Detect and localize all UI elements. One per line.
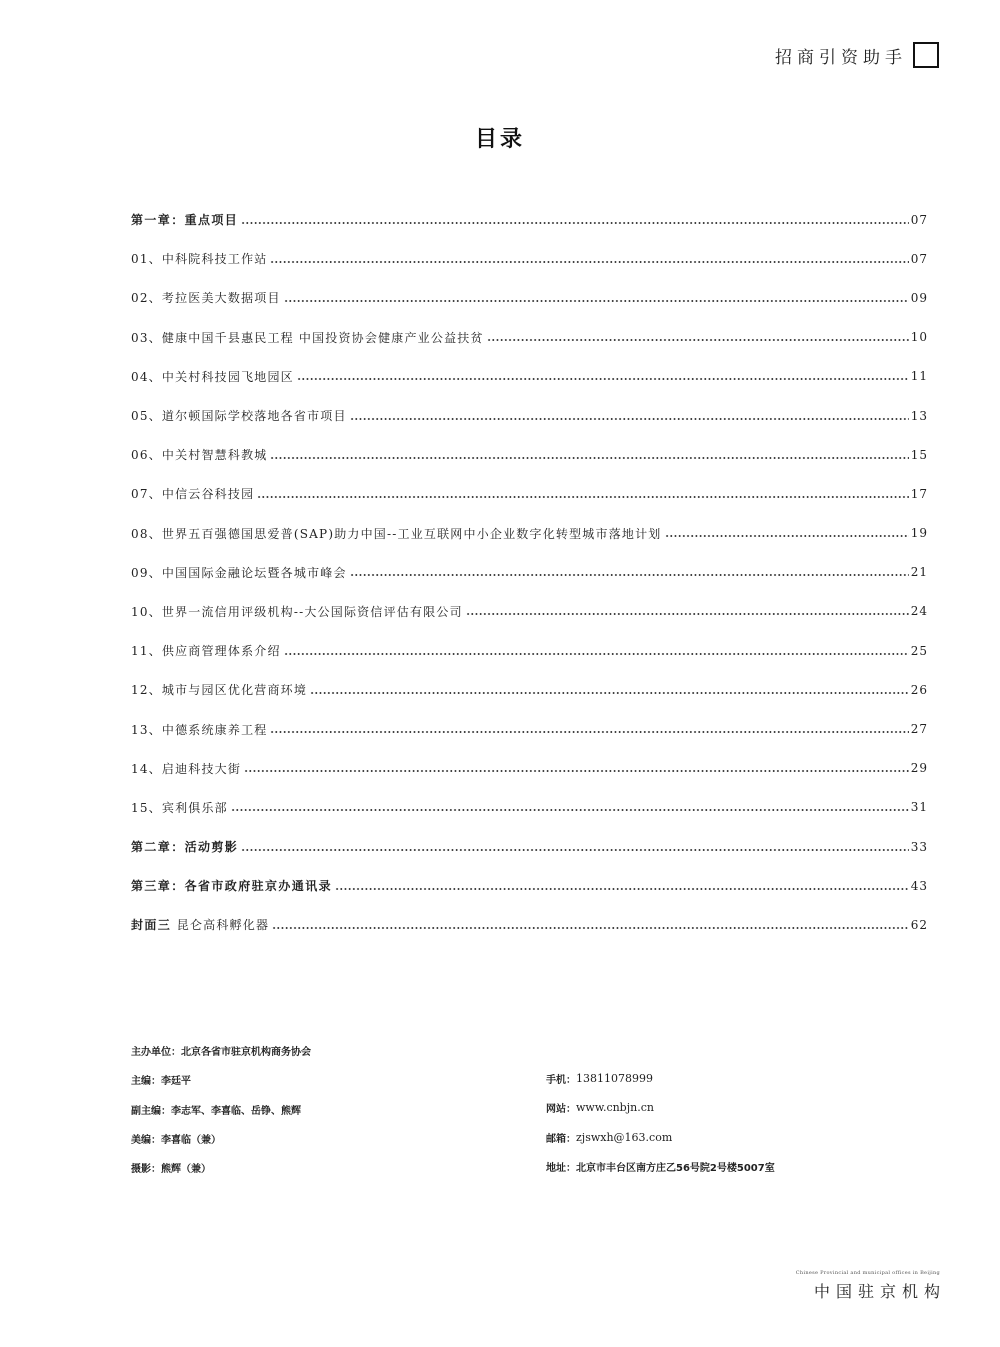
toc-item-label: 05、道尔顿国际学校落地各省市项目 (131, 409, 347, 424)
toc-item-page: 43 (910, 878, 928, 893)
toc-item[interactable] (131, 278, 928, 317)
toc-item-page: 24 (910, 604, 928, 619)
toc-item-page: 09 (910, 290, 928, 305)
credit-line (546, 1093, 775, 1122)
toc-dot-leader (297, 378, 909, 380)
credits-left (131, 1036, 311, 1182)
toc-item[interactable] (131, 827, 928, 866)
toc-item[interactable] (131, 474, 928, 513)
credit-label: 网站： (546, 1104, 576, 1116)
header-title: 招商引资助手 (775, 47, 907, 68)
credit-label: 美编： (131, 1135, 161, 1147)
credit-label: 邮箱： (546, 1133, 576, 1145)
toc-item[interactable] (131, 866, 928, 905)
footer-chinese-name: 中国驻京机构 (813, 1282, 946, 1301)
toc-item-label: 活动剪影 (184, 840, 239, 855)
page-title: 目录 (474, 127, 525, 152)
toc-item-label: 08、世界五百强德国思爱普(SAP)助力中国--工业互联网中小企业数字化转型城市落地计划 (131, 526, 662, 541)
credit-line (546, 1152, 775, 1181)
toc-dot-leader (487, 339, 909, 341)
toc-item-title (131, 877, 332, 894)
toc-item-page: 17 (910, 486, 928, 501)
toc-item-title (131, 485, 254, 502)
toc-item-title (131, 564, 347, 581)
toc-item-page: 27 (910, 722, 928, 737)
toc-item-title (131, 329, 484, 346)
toc-item-title (131, 799, 228, 816)
toc-item-title (131, 603, 463, 620)
toc-item-title (131, 760, 241, 777)
toc-item-page: 26 (910, 682, 928, 697)
toc-item-label: 11、供应商管理体系介绍 (131, 644, 281, 659)
toc-dot-leader (272, 927, 909, 929)
toc-dot-leader (244, 770, 909, 772)
toc-item-title (131, 681, 307, 698)
credit-label: 摄影： (131, 1164, 161, 1176)
toc-item-label: 各省市政府驻京办通讯录 (184, 879, 333, 894)
toc-item-title (131, 642, 281, 659)
footer (795, 1270, 946, 1302)
credit-label: 地址： (546, 1163, 576, 1175)
toc-dot-leader (466, 613, 909, 615)
toc-item-prefix: 第二章： (131, 840, 185, 855)
toc-item-title (131, 916, 269, 933)
toc-item-page: 33 (910, 839, 928, 854)
toc-item-label: 04、中关村科技园飞地园区 (131, 369, 294, 384)
toc-item-page: 31 (910, 800, 928, 815)
toc-item[interactable] (131, 396, 928, 435)
toc-item-label: 06、中关村智慧科教城 (131, 448, 268, 463)
toc-item-page: 07 (910, 251, 928, 266)
toc-item-page: 29 (910, 761, 928, 776)
credit-label: 手机： (546, 1075, 576, 1087)
toc-item-label: 12、城市与园区优化营商环境 (131, 683, 308, 698)
toc-item-page: 11 (910, 369, 928, 384)
credit-value: 李志军、李喜临、岳铮、熊辉 (171, 1105, 301, 1117)
credit-value: www.cnbjn.cn (576, 1101, 654, 1115)
toc-item[interactable] (131, 553, 928, 592)
credit-line (131, 1065, 311, 1094)
toc-item-title (131, 446, 267, 463)
toc-item-title (131, 407, 347, 424)
toc-item-label: 01、中科院科技工作站 (131, 252, 268, 267)
toc-item-label: 14、启迪科技大街 (131, 761, 242, 776)
toc-dot-leader (335, 888, 909, 890)
toc-item-title (131, 211, 238, 228)
toc-item[interactable] (131, 670, 928, 709)
credits-right (546, 1064, 775, 1181)
toc-item-title (131, 368, 294, 385)
toc-item-title (131, 250, 267, 267)
credit-label: 主编： (131, 1076, 161, 1088)
toc-dot-leader (270, 261, 908, 263)
credit-value: 北京市丰台区南方庄乙56号院2号楼5007室 (576, 1163, 775, 1175)
toc-item-prefix: 封面三 (131, 918, 177, 933)
toc-item-title (131, 525, 662, 542)
credit-line (131, 1095, 311, 1124)
toc-item-label: 15、宾利俱乐部 (131, 800, 228, 815)
toc-item-page: 25 (910, 643, 928, 658)
header-box-icon (913, 42, 939, 68)
toc-item[interactable] (131, 200, 928, 239)
toc-item-label: 03、健康中国千县惠民工程 中国投资协会健康产业公益扶贫 (131, 330, 484, 345)
credit-line (131, 1036, 311, 1065)
toc-dot-leader (231, 809, 909, 811)
toc-item-label: 07、中信云谷科技园 (131, 487, 255, 502)
toc-dot-leader (241, 222, 909, 224)
toc-item-page: 07 (910, 212, 928, 227)
toc-item[interactable] (131, 749, 928, 788)
toc-item-page: 19 (910, 526, 928, 541)
credit-value: 李喜临（兼） (161, 1135, 221, 1147)
toc-item-page: 13 (910, 408, 928, 423)
credit-label: 副主编： (131, 1105, 171, 1117)
toc-dot-leader (241, 849, 909, 851)
table-of-contents (131, 200, 928, 945)
toc-item[interactable] (131, 788, 928, 827)
toc-item-prefix: 第一章： (131, 213, 185, 228)
footer-english-name: Chinese Provincial and municipal offices in Beijing (795, 1270, 940, 1276)
toc-item-label: 09、中国国际金融论坛暨各城市峰会 (131, 565, 347, 580)
toc-dot-leader (257, 496, 908, 498)
credit-line (546, 1123, 775, 1152)
toc-dot-leader (665, 535, 909, 537)
header (775, 42, 939, 68)
credit-value: 熊辉（兼） (161, 1164, 211, 1176)
credit-label: 主办单位： (131, 1047, 181, 1059)
toc-item[interactable] (131, 357, 928, 396)
credit-line (546, 1064, 775, 1093)
toc-item-title (131, 721, 267, 738)
toc-dot-leader (350, 574, 909, 576)
toc-item[interactable] (131, 239, 928, 278)
toc-item[interactable] (131, 631, 928, 670)
toc-dot-leader (270, 457, 908, 459)
toc-item[interactable] (131, 905, 928, 944)
toc-item-title (131, 838, 238, 855)
toc-item-label: 13、中德系统康养工程 (131, 722, 268, 737)
toc-dot-leader (284, 653, 909, 655)
credit-value: 北京各省市驻京机构商务协会 (181, 1047, 311, 1059)
toc-dot-leader (284, 300, 909, 302)
credit-line (131, 1124, 311, 1153)
toc-item[interactable] (131, 592, 928, 631)
toc-dot-leader (270, 731, 908, 733)
toc-item-label: 02、考拉医美大数据项目 (131, 291, 281, 306)
toc-item-page: 15 (910, 447, 928, 462)
toc-item-page: 62 (910, 917, 928, 932)
credit-value: zjswxh@163.com (576, 1130, 673, 1144)
toc-item-title (131, 289, 281, 306)
toc-item-label: 10、世界一流信用评级机构--大公国际资信评估有限公司 (131, 604, 463, 619)
credit-value: 13811078999 (576, 1072, 653, 1086)
toc-dot-leader (310, 692, 909, 694)
toc-item-prefix: 第三章： (131, 879, 185, 894)
toc-item-page: 10 (910, 330, 928, 345)
toc-item[interactable] (131, 514, 928, 553)
toc-item-label: 昆仑高科孵化器 (176, 918, 270, 933)
toc-item-page: 21 (910, 565, 928, 580)
credit-line (131, 1153, 311, 1182)
toc-item-label: 重点项目 (184, 213, 239, 228)
toc-item[interactable] (131, 709, 928, 748)
toc-item[interactable] (131, 435, 928, 474)
toc-dot-leader (350, 418, 909, 420)
credit-value: 李廷平 (161, 1076, 191, 1088)
toc-item[interactable] (131, 318, 928, 357)
